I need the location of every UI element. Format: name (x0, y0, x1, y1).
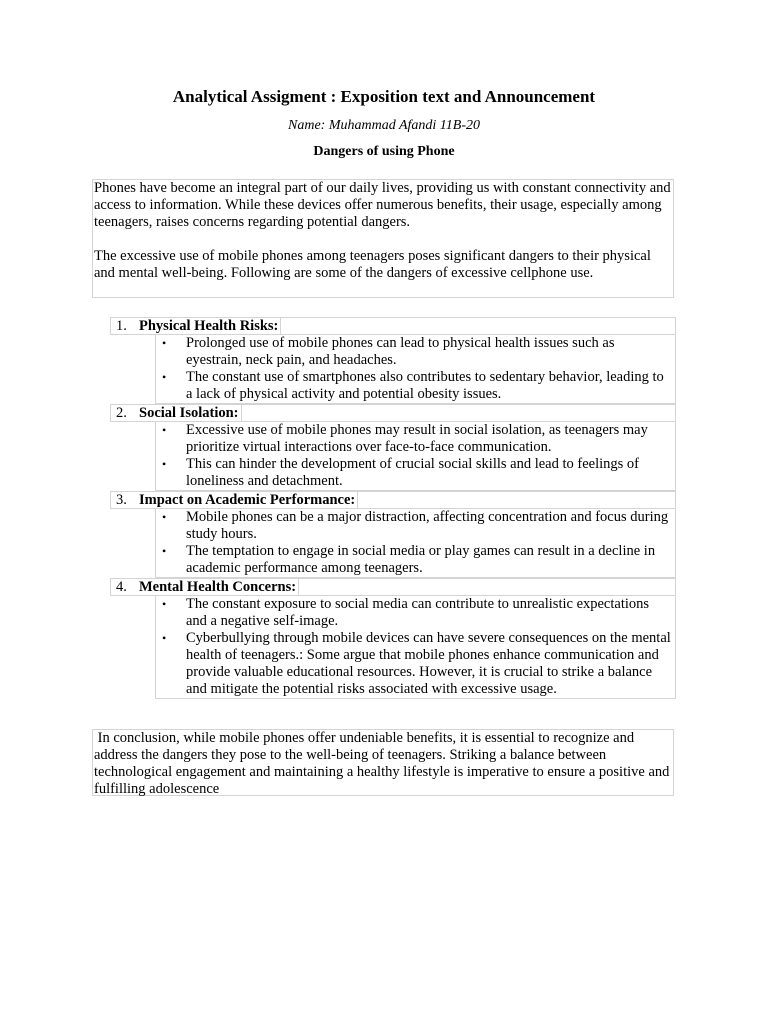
section-heading: Impact on Academic Performance: (139, 492, 358, 508)
paragraph-spacer (94, 231, 673, 248)
list-item (156, 630, 675, 698)
bullet-text: Excessive use of mobile phones may result in social isolation, as teenagers may prioritize virtual interactions over face-to-face communication. (186, 422, 648, 455)
conclusion-text-box (92, 729, 674, 796)
section-heading: Mental Health Concerns: (139, 579, 299, 595)
section-heading-row (110, 578, 676, 596)
list-section (110, 317, 676, 404)
list-item (156, 456, 675, 490)
bullet-icon: • (162, 423, 167, 437)
bullet-list (155, 596, 676, 699)
intro-text-box (92, 179, 674, 298)
bullet-text: The temptation to engage in social media or play games can result in a decline in academic performance among teenagers. (186, 543, 656, 576)
bullet-text: The constant use of smartphones also contributes to sedentary behavior, leading to a lack of physical activity and potential obesity issues. (186, 369, 664, 402)
bullet-icon: • (162, 631, 167, 645)
list-section (110, 578, 676, 699)
bullet-icon: • (162, 370, 167, 384)
intro-paragraph: The excessive use of mobile phones among teenagers poses significant dangers to their physical and mental well-being. Following are some of the dangers of excessive cellphone use. (94, 248, 651, 281)
bullet-icon: • (162, 597, 167, 611)
bullet-icon: • (162, 544, 167, 558)
document-title: Analytical Assigment : Exposition text and Announcement (172, 87, 596, 106)
list-item (156, 596, 675, 630)
section-number: 3. (116, 492, 127, 508)
bullet-icon: • (162, 510, 167, 524)
bullet-icon: • (162, 457, 167, 471)
section-heading: Physical Health Risks: (139, 318, 281, 334)
section-heading-row (110, 404, 676, 422)
list-item (156, 543, 675, 577)
bullet-text: Prolonged use of mobile phones can lead to physical health issues such as eyestrain, neck pain, and headaches. (186, 335, 615, 368)
bullet-text: Mobile phones can be a major distraction, affecting concentration and focus during study hours. (186, 509, 669, 542)
section-number: 2. (116, 405, 127, 421)
bullet-text: The constant exposure to social media can contribute to unrealistic expectations and a negative self-image. (186, 596, 650, 629)
list-item (156, 509, 675, 543)
bullet-icon: • (162, 336, 167, 350)
section-heading-row (110, 317, 676, 335)
list-section (110, 404, 676, 491)
section-heading: Social Isolation: (139, 405, 242, 421)
bullet-list (155, 422, 676, 491)
conclusion-paragraph: In conclusion, while mobile phones offer undeniable benefits, it is essential to recognize and address the dangers they pose to the well-being of teenagers. Striking a balance between technological engagement and maintaining a healthy lifestyle is imperative to ensure a positive and fulfilling adolescence (94, 730, 674, 797)
list-item (156, 369, 675, 403)
dangers-list (110, 317, 676, 699)
bullet-list (155, 335, 676, 404)
section-number: 1. (116, 318, 127, 334)
list-item (156, 335, 675, 369)
bullet-text: Cyberbullying through mobile devices can have severe consequences on the mental health of teenagers.: Some argue that mobile phones enhance communication and provide valuable educational resources. However, it is crucial to strike a balance and mitigate the potential risks associated with excessive usage. (186, 630, 671, 697)
list-section (110, 491, 676, 578)
bullet-list (155, 509, 676, 578)
section-number: 4. (116, 579, 127, 595)
section-heading-row (110, 491, 676, 509)
list-item (156, 422, 675, 456)
bullet-text: This can hinder the development of crucial social skills and lead to feelings of loneliness and detachment. (186, 456, 639, 489)
author-line: Name: Muhammad Afandi 11B-20 (288, 118, 480, 133)
document-subtitle: Dangers of using Phone (313, 144, 455, 159)
intro-paragraph: Phones have become an integral part of our daily lives, providing us with constant connectivity and access to information. While these devices offer numerous benefits, their usage, especially among teenagers, raises concerns regarding potential dangers. (94, 180, 671, 230)
